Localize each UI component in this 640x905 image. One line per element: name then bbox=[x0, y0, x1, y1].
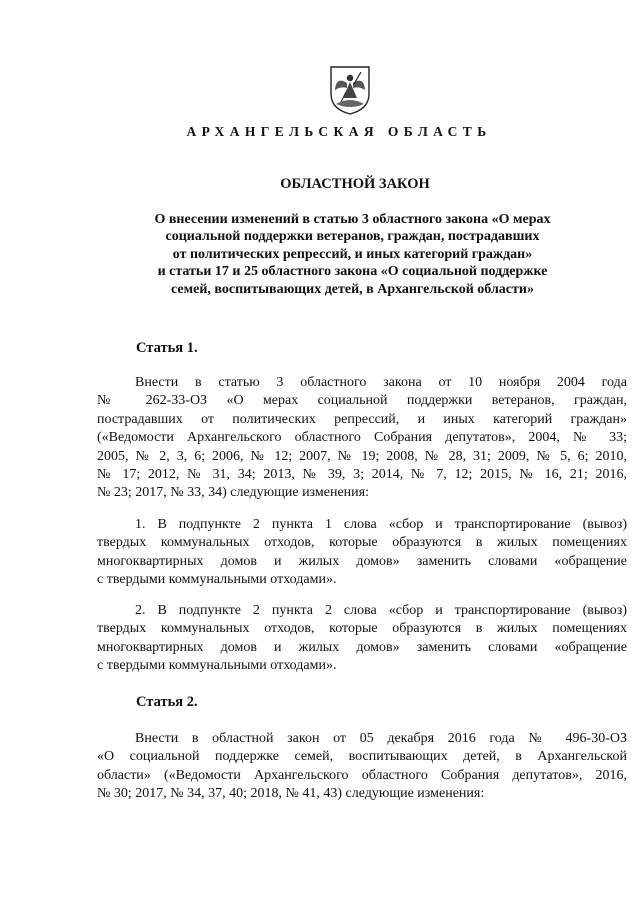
text-line: № 262-33-ОЗ «О мерах социальной поддержки ветеранов, граждан, bbox=[97, 393, 627, 409]
text-line: многоквартирных домов и жилых домов» заменить словами «обращение bbox=[97, 639, 627, 655]
law-title-line: О внесении изменений в статью 3 областного закона «О мерах bbox=[154, 212, 551, 227]
document-type: ОБЛАСТНОЙ ЗАКОН bbox=[280, 176, 430, 192]
law-title bbox=[110, 211, 595, 298]
article-1-intro-paragraph bbox=[97, 374, 627, 503]
text-line: № 17; 2012, № 31, 34; 2013, № 39, 3; 2014, № 7, 12; 2015, № 16, 21; 2016, bbox=[97, 467, 627, 483]
text-line: («Ведомости Архангельского областного Собрания депутатов», 2004, № 33; bbox=[97, 430, 627, 446]
text-line: пострадавших от политических репрессий, и иных категорий граждан» bbox=[97, 411, 627, 427]
law-title-line: семей, воспитывающих детей, в Архангельской области» bbox=[171, 281, 534, 297]
text-line: 2005, № 2, 3, 6; 2006, № 12; 2007, № 19; 2008, № 28, 31; 2009, № 5, 6; 2010, bbox=[97, 448, 627, 464]
region-name: АРХАНГЕЛЬСКАЯ ОБЛАСТЬ bbox=[186, 124, 492, 139]
text-line: № 23; 2017, № 33, 34) следующие изменения: bbox=[97, 485, 369, 501]
article-1-heading: Статья 1. bbox=[136, 340, 198, 356]
text-line: 1. В подпункте 2 пункта 1 слова «сбор и транспортирование (вывоз) bbox=[135, 517, 627, 532]
law-title-line: и статьи 17 и 25 областного закона «О социальной поддержке bbox=[157, 264, 548, 280]
text-line: твердых коммунальных отходов, которые образуются в жилых помещениях bbox=[97, 621, 627, 637]
text-line: Внести в статью 3 областного закона от 10 ноября 2004 года bbox=[135, 375, 627, 390]
text-line: «О социальной поддержке семей, воспитывающих детей, в Архангельской bbox=[97, 749, 627, 765]
text-line: 2. В подпункте 2 пункта 2 слова «сбор и транспортирование (вывоз) bbox=[135, 603, 627, 618]
law-title-line: социальной поддержки ветеранов, граждан, пострадавших bbox=[165, 229, 540, 245]
text-line: № 30; 2017, № 34, 37, 40; 2018, № 41, 43) следующие изменения: bbox=[97, 786, 485, 802]
text-line: области» («Ведомости Архангельского областного Собрания депутатов», 2016, bbox=[97, 767, 627, 783]
article-1-item-2 bbox=[97, 602, 627, 676]
article-1-item-1 bbox=[97, 516, 627, 590]
text-line: твердых коммунальных отходов, которые образуются в жилых помещениях bbox=[97, 535, 627, 551]
article-2-heading: Статья 2. bbox=[136, 694, 198, 710]
text-line: с твердыми коммунальными отходами». bbox=[97, 658, 337, 674]
law-title-line: от политических репрессий, и иных категорий граждан» bbox=[172, 246, 533, 262]
text-line: Внести в областной закон от 05 декабря 2016 года № 496-30-ОЗ bbox=[135, 731, 627, 746]
article-2-intro-paragraph bbox=[97, 730, 627, 804]
archangel-coat-of-arms-icon bbox=[328, 64, 372, 116]
text-line: с твердыми коммунальными отходами». bbox=[97, 572, 337, 588]
text-line: многоквартирных домов и жилых домов» заменить словами «обращение bbox=[97, 553, 627, 569]
